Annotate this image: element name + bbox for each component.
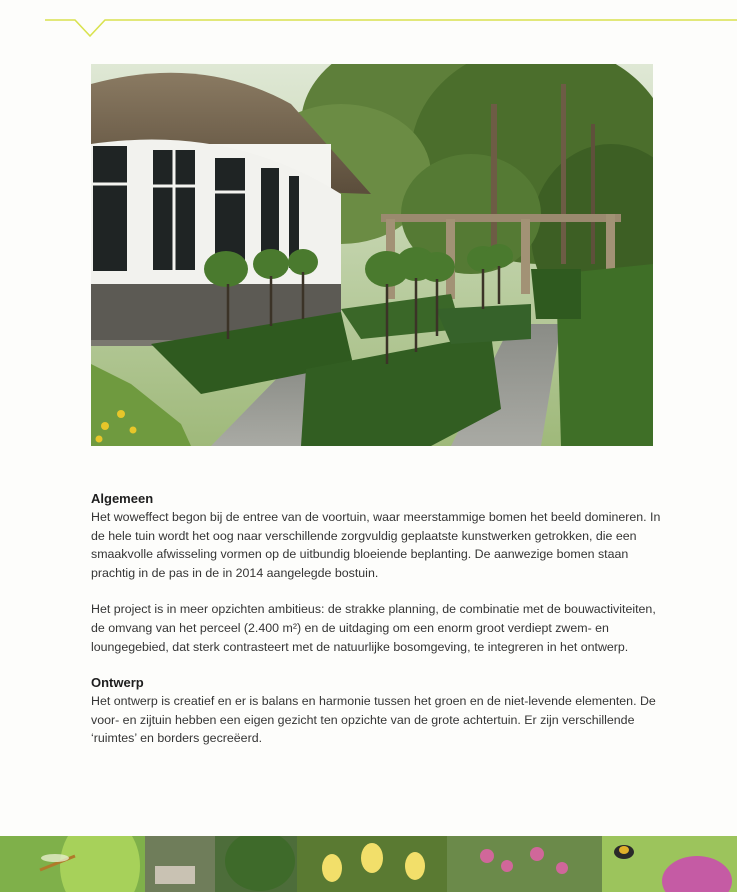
paragraph-algemeen-2: Het project is in meer opzichten ambitieus: de strakke planning, de combinatie met de bouwactiviteiten, de omvang van het perceel (2.400 m²) en de uitdaging om een enorm groot verdiept zwem- en loungegebied, dat sterk contrasteert met de natuurlijke bosomgeving, te integreren in het ontwerp. — [91, 602, 656, 654]
bottom-photo-strip — [0, 836, 737, 892]
dragonfly-photo — [0, 836, 145, 892]
tulips-photo — [297, 836, 447, 892]
garden-chairs-photo — [145, 836, 297, 892]
section-heading-ontwerp: Ontwerp — [91, 675, 144, 691]
garden-photo-illustration — [91, 64, 653, 446]
paragraph-ontwerp-1: Het ontwerp is creatief en er is balans en harmonie tussen het groen en de niet-levende elementen. De voor- en zijtuin hebben een eigen gezicht ten opzichte van de grote achtertuin. Er zijn verschillende ‘ruimtes’ en borders gecreëerd. — [91, 694, 656, 746]
garden-photo — [91, 64, 653, 446]
paragraph-algemeen-1: Het woweffect begon bij de entree van de voortuin, waar meerstammige bomen het beeld domineren. In de hele tuin wordt het oog naar verschillende zorgvuldig geplaatste kunstwerken getrokken, die een smaakvolle afwisseling vormen op de uitbundig bloeiende beplanting. De aanwezige bomen staan prachtig in de pas in de in 2014 aangelegde bostuin. — [91, 510, 661, 580]
bee-on-thistle-photo — [602, 836, 737, 892]
pink-flowers-photo — [447, 836, 602, 892]
article-body — [91, 490, 671, 766]
top-accent-rule — [0, 0, 737, 40]
section-heading-algemeen: Algemeen — [91, 491, 154, 506]
